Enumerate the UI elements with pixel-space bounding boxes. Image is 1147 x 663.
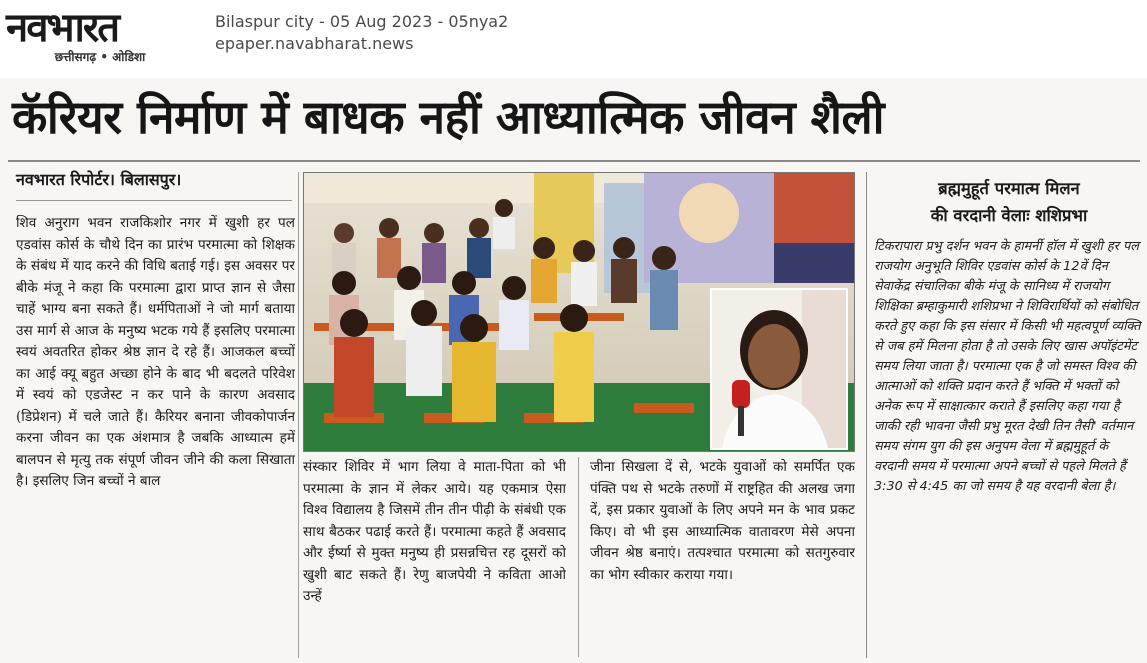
sidebar-divider [866, 172, 867, 658]
sidebar-headline [878, 175, 1140, 229]
masthead [0, 0, 1147, 78]
epaper-url: epaper.navabharat.news [215, 34, 414, 53]
article-headline: कॅरियर निर्माण में बाधक नहीं आध्यात्मिक जीवन शैली [12, 90, 885, 144]
speaker-portrait-illustration [712, 290, 846, 448]
newspaper-logo [6, 6, 194, 66]
article-column-3: जीना सिखला दें से, भटके युवाओं को समर्पित एक पंक्ति पथ से भटके तरुणों में राष्ट्रहित की अलख जगा दें, इस प्रकार युवाओं के लिए अपने मन के भाव प्रकट किए। वो भी इस आध्यात्मिक वातावरण मेसे अपना जीवन श्रेष्ठ बनाएं। तत्पश्चात परमात्मा को सतगुरुवार का भोग स्वीकार कराया गया। [590, 459, 855, 583]
sidebar-body: टिकरापारा प्रभु दर्शन भवन के हामर्नी हॉल में खुशी हर पल राजयोग अनुभूति शिविर एडवांस कोर्स के 12वें दिन सेवाकेंद्र संचालिका बीके मंजू के सानिध्य में राजयोग शिक्षिका ब्रम्हाकुमारी शशिप्रभा ने शिविरार्थियों को संबोधित करते हुए कहा कि इस संसार में किसी भी महत्वपूर्ण व्यक्ति से जब हमें मिलना होता है तो उसके लिए खास अपॉइंटमेंट समय लिया जाता है। परमात्मा एक है जो समस्त विश्व की आत्माओं को शक्ति प्रदान करते हैं भक्ति में भक्तों को अनेक रूप में साक्षात्कार कराते हैं इसलिए कहा गया है जाकी रही भावना जैसी प्रभु मूरत देखी तिन तैसी' वर्तमान समय संगम युग की इस अनुपम वेला में ब्रह्ममुहूर्त के वरदानी समय में परमात्मा अपने बच्चों से पहले मिलते हैं 3:30 से 4:45 का जो समय है यह वरदानी बेला है। [874, 239, 1141, 494]
speaker-inset-photo [710, 288, 848, 450]
column-divider [298, 172, 299, 658]
edition-line: Bilaspur city - 05 Aug 2023 - 05nya2 [215, 12, 509, 31]
logo-region: छत्तीसगढ़ • ओडिशा [54, 50, 146, 64]
edition-meta [215, 11, 508, 55]
article-byline: नवभारत रिपोर्टर। बिलासपुर। [16, 170, 182, 189]
logo-name: नवभारत [6, 5, 119, 51]
headline-divider [8, 160, 1140, 162]
article-column-2: संस्कार शिविर में भाग लिया वे माता-पिता को भी परमात्मा के ज्ञान में लेकर आये। यह एकमात्र ऐसा विश्व विद्यालय है जिसमें तीन तीन पीढ़ी के संबंधी एक साथ बैठकर पढाई करते हैं। परमात्मा कहते हैं अवसाद और ईर्ष्या से मुक्त मनुष्य ही प्रसन्नचित्त रह दूसरों को खुशी बाट सकते हैं। रेणु बाजपेयी ने कविता आओ उन्हें [303, 459, 566, 604]
sidebar-headline-line-1: ब्रह्ममुहूर्त परमात्म मिलन [938, 179, 1080, 198]
byline-divider [16, 200, 292, 201]
column-divider [578, 457, 579, 657]
sidebar-headline-line-2: की वरदानी वेलाः शशिप्रभा [930, 206, 1088, 225]
article-column-1: शिव अनुराग भवन राजकिशोर नगर में खुशी हर पल एडवांस कोर्स के चौथे दिन का प्रारंभ परमात्मा को शिक्षक के संबंध में याद करने की विधि बताई गई। इस अवसर पर बीके मंजू ने कहा कि परमात्मा द्वारा प्राप्त ज्ञान से जैसा चाहें भाग्य बना सकते हैं। धर्मपिताओं ने जो मार्ग बताया उस मार्ग से आज के मनुष्य भटक गये हैं इसलिए परमात्मा स्वयं अवतरित होकर श्रेष्ठ ज्ञान दे रहे हैं। आजकल बच्चों का आई क्यू बहुत अच्छा होने के बाद भी बदलते परिवेश में स्वयं को एडजेस्ट न कर पाने के कारण अवसाद (डिप्रेशन) में चले जाते हैं। कैरियर बनाना जीवकोपार्जन करना जीवन का एक अंशमात्र है जबकि आध्यात्म हमें बालपन से मृत्यु तक संपूर्ण जीवन जीने की कला सिखाता है। इसलिए जिन बच्चों ने बाल [16, 215, 295, 489]
